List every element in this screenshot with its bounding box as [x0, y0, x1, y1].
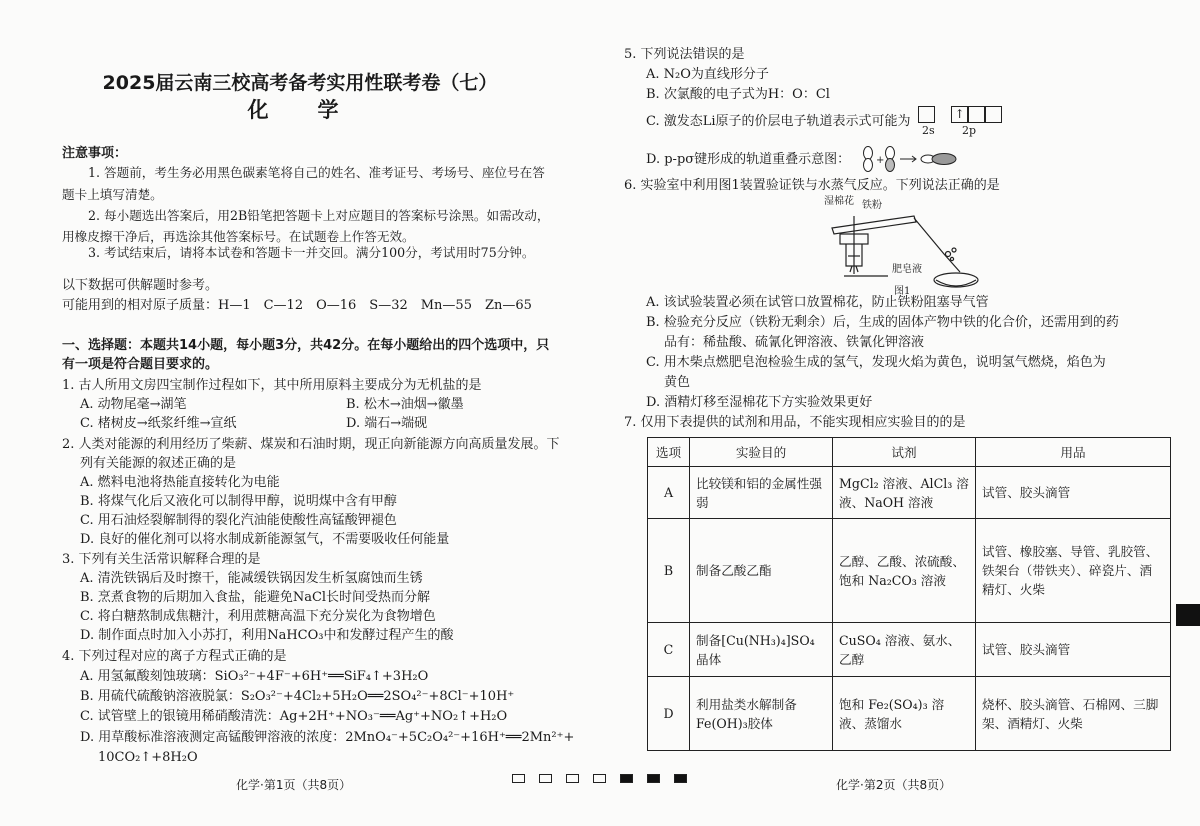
- table-row: [648, 467, 1171, 519]
- question-2-stem: 2. 人类对能源的利用经历了柴薪、煤炭和石油时期，现正向新能源方向高质量发展。下: [62, 437, 560, 452]
- q4-option-a: A. 用氢氟酸刻蚀玻璃：SiO₃²⁻+4F⁻+6H⁺══SiF₄↑+3H₂O: [80, 669, 429, 684]
- q2-option-c: C. 用石油烃裂解制得的裂化汽油能使酸性高锰酸钾褪色: [80, 513, 397, 528]
- notice-line: 2. 每小题选出答案后，用2B铅笔把答题卡上对应题目的答案标号涂黑。如需改动，: [88, 208, 550, 223]
- purpose-cell: 利用盐类水解制备Fe(OH)₃胶体: [690, 677, 833, 751]
- notice-heading: 注意事项：: [62, 146, 128, 161]
- notice-line: 1. 答题前，考生务必用黑色碳素笔将自己的姓名、准考证号、考场号、座位号在答: [88, 165, 545, 180]
- tools-cell: 烧杯、胶头滴管、石棉网、三脚架、酒精灯、火柴: [976, 677, 1171, 751]
- q3-option-c: C. 将白糖熬制成焦糖汁，利用蔗糖高温下充分炭化为食物增色: [80, 609, 436, 624]
- column-header: 试剂: [833, 438, 976, 467]
- purpose-cell: 制备乙酸乙酯: [690, 519, 833, 623]
- reagent-cell: MgCl₂ 溶液、AlCl₃ 溶液、NaOH 溶液: [833, 467, 976, 519]
- q6-option-c: C. 用木柴点燃肥皂泡检验生成的氢气，发现火焰为黄色，说明氢气燃烧，焰色为: [646, 355, 1106, 370]
- page-title: 2025届云南三校高考备考实用性联考卷（七）: [102, 72, 498, 94]
- table-row: [648, 677, 1171, 751]
- q2-option-b: B. 将煤气化后又液化可以制得甲醇，说明煤中含有甲醇: [80, 494, 397, 509]
- section-heading: 一、选择题：本题共14小题，每小题3分，共42分。在每小题给出的四个选项中，只: [62, 338, 550, 353]
- side-tab-marker: [1176, 604, 1200, 626]
- q5-option-c: C. 激发态Li原子的价层电子轨道表示式可能为: [646, 114, 911, 129]
- q2-option-d: D. 良好的催化剂可以将水制成新能源氢气，不需要吸收任何能量: [80, 532, 450, 547]
- figure-label-soap: 肥皂液: [892, 264, 922, 275]
- table-row: [648, 519, 1171, 623]
- table-row: [648, 623, 1171, 677]
- orbital-box-2p: [985, 106, 1002, 123]
- q6-option-b-cont: 品有：稀盐酸、硫氰化钾溶液、铁氰化钾溶液: [664, 335, 925, 350]
- orbital-box-2p: [968, 106, 985, 123]
- question-6-stem: 6. 实验室中利用图1装置验证铁与水蒸气反应。下列说法正确的是: [624, 178, 1000, 193]
- q4-option-b: B. 用硫代硫酸钠溶液脱氯：S₂O₃²⁻+4Cl₂+5H₂O══2SO₄²⁻+8Cl⁻+10H⁺: [80, 689, 515, 704]
- figure-label-iron: 铁粉: [862, 200, 882, 211]
- atomic-mass-line: 可能用到的相对原子质量：H—1 C—12 O—16 S—32 Mn—55 Zn—65: [62, 298, 532, 313]
- column-header: 用品: [976, 438, 1171, 467]
- orbital-label-2p: 2p: [962, 124, 977, 137]
- data-ref-line: 以下数据可供解题时参考。: [62, 278, 219, 293]
- q4-option-d-cont: 10CO₂↑+8H₂O: [98, 750, 198, 765]
- svg-text:+: +: [876, 155, 885, 166]
- question-1-stem: 1. 古人所用文房四宝制作过程如下，其中所用原料主要成分为无机盐的是: [62, 378, 482, 393]
- mark-filled: [647, 774, 660, 783]
- q2-option-a: A. 燃料电池将热能直接转化为电能: [80, 475, 280, 490]
- orbital-diagram: [918, 104, 1002, 137]
- orbital-label-2s: 2s: [922, 124, 935, 137]
- mark-filled: [620, 774, 633, 783]
- mark-empty: [512, 774, 525, 783]
- question-3-stem: 3. 下列有关生活常识解释合理的是: [62, 552, 261, 567]
- figure-caption: 图1: [894, 286, 911, 297]
- option-cell: B: [648, 519, 690, 623]
- footer-page-1: 化学·第1页（共8页）: [236, 778, 352, 792]
- column-header: 选项: [648, 438, 690, 467]
- purpose-cell: 制备[Cu(NH₃)₄]SO₄晶体: [690, 623, 833, 677]
- q5-option-d: D. p-pσ键形成的轨道重叠示意图：: [646, 152, 851, 167]
- q5-option-b: B. 次氯酸的电子式为H：O：Cl: [646, 87, 830, 102]
- q3-option-d: D. 制作面点时加入小苏打，利用NaHCO₃中和发酵过程产生的酸: [80, 628, 454, 643]
- experiment-table: [647, 437, 1171, 751]
- orbital-box-2s: [918, 106, 935, 123]
- q1-option-b: B. 松木→油烟→徽墨: [346, 397, 464, 412]
- q1-option-a: A. 动物尾毫→湖笔: [80, 397, 187, 412]
- footer-page-2: 化学·第2页（共8页）: [836, 778, 952, 792]
- purpose-cell: 比较镁和铝的金属性强弱: [690, 467, 833, 519]
- reagent-cell: 乙醇、乙酸、浓硫酸、饱和 Na₂CO₃ 溶液: [833, 519, 976, 623]
- table-header-row: [648, 438, 1171, 467]
- option-cell: A: [648, 467, 690, 519]
- orbital-box-2p: ↑: [951, 106, 968, 123]
- question-5-stem: 5. 下列说法错误的是: [624, 47, 745, 62]
- q4-option-c: C. 试管壁上的银镜用稀硝酸清洗：Ag+2H⁺+NO₃⁻══Ag⁺+NO₂↑+H₂O: [80, 709, 508, 724]
- q3-option-b: B. 烹煮食物的后期加入食盐，能避免NaCl长时间受热而分解: [80, 590, 431, 605]
- notice-line: 用橡皮擦干净后，再选涂其他答案标号。在试题卷上作答无效。: [62, 229, 415, 244]
- mark-empty: [566, 774, 579, 783]
- q4-option-d: D. 用草酸标准溶液测定高锰酸钾溶液的浓度：2MnO₄⁻+5C₂O₄²⁻+16H⁺══2Mn²⁺+: [80, 730, 575, 745]
- question-4-stem: 4. 下列过程对应的离子方程式正确的是: [62, 649, 287, 664]
- notice-line: 3. 考试结束后，请将本试卷和答题卡一并交回。满分100分，考试用时75分钟。: [88, 245, 535, 260]
- subject-title: 化 学: [247, 98, 353, 122]
- orbital-overlap-diagram: [856, 146, 966, 172]
- tools-cell: 试管、胶头滴管: [976, 623, 1171, 677]
- option-cell: D: [648, 677, 690, 751]
- figure-label-cotton: 湿棉花: [824, 196, 854, 207]
- option-cell: C: [648, 623, 690, 677]
- mark-empty: [593, 774, 606, 783]
- notice-line: 题卡上填写清楚。: [62, 187, 163, 202]
- q6-option-b: B. 检验充分反应（铁粉无剩余）后，生成的固体产物中铁的化合价，还需用到的药: [646, 315, 1119, 330]
- reagent-cell: CuSO₄ 溶液、氨水、乙醇: [833, 623, 976, 677]
- q1-option-c: C. 楮树皮→纸浆纤维→宣纸: [80, 416, 237, 431]
- experiment-apparatus-figure: [824, 194, 984, 300]
- column-header: 实验目的: [690, 438, 833, 467]
- question-7-stem: 7. 仅用下表提供的试剂和用品，不能实现相应实验目的的是: [624, 415, 966, 430]
- reagent-cell: 饱和 Fe₂(SO₄)₃ 溶液、蒸馏水: [833, 677, 976, 751]
- q1-option-d: D. 端石→端砚: [346, 416, 428, 431]
- tools-cell: 试管、胶头滴管: [976, 467, 1171, 519]
- page-marks: [512, 774, 687, 783]
- mark-filled: [674, 774, 687, 783]
- q6-option-a: A. 该试验装置必须在试管口放置棉花，防止铁粉阻塞导气管: [646, 295, 989, 310]
- question-2-stem: 列有关能源的叙述正确的是: [80, 456, 237, 471]
- q6-option-d: D. 酒精灯移至湿棉花下方实验效果更好: [646, 395, 873, 410]
- mark-empty: [539, 774, 552, 783]
- tools-cell: 试管、橡胶塞、导管、乳胶管、铁架台（带铁夹）、碎瓷片、酒精灯、火柴: [976, 519, 1171, 623]
- q3-option-a: A. 清洗铁锅后及时擦干，能减缓铁锅因发生析氢腐蚀而生锈: [80, 571, 423, 586]
- q6-option-c-cont: 黄色: [664, 375, 691, 390]
- section-heading: 有一项是符合题目要求的。: [62, 357, 219, 372]
- q5-option-a: A. N₂O为直线形分子: [646, 67, 769, 82]
